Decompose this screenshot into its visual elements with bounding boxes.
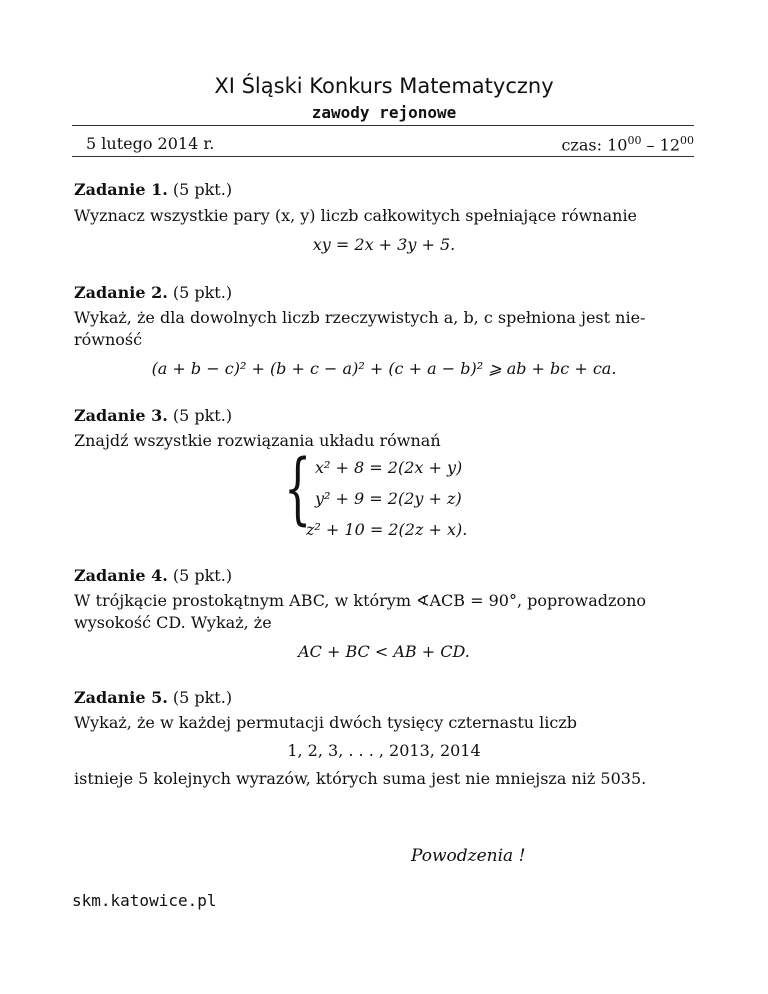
task-3-title: Zadanie 3. — [74, 406, 168, 425]
system-equation-2: y² + 9 = 2(2y + z) — [315, 489, 462, 508]
time-end-min: 00 — [680, 134, 694, 147]
task-5-title: Zadanie 5. — [74, 688, 168, 707]
task-2-heading — [74, 283, 232, 302]
task-5-text-after: istnieje 5 kolejnych wyrazów, których suma jest nie mniejsza niż 5035. — [74, 769, 647, 788]
time-start-hour: 10 — [607, 135, 628, 155]
task-1-equation: xy = 2x + 3y + 5. — [312, 235, 456, 254]
time-end-hour: 12 — [659, 135, 680, 155]
task-1-text: Wyznacz wszystkie pary (x, y) liczb całkowitych spełniające równanie — [74, 206, 638, 225]
task-2-text-line-1: Wykaż, że dla dowolnych liczb rzeczywistych a, b, c spełniona jest nie- — [74, 308, 646, 327]
task-2-title: Zadanie 2. — [74, 283, 168, 302]
closing-wish: Powodzenia ! — [411, 846, 526, 866]
task-5-points: (5 pkt.) — [172, 688, 233, 707]
time-start-min: 00 — [627, 134, 642, 147]
header-top-rule — [72, 125, 694, 126]
system-equation-1: x² + 8 = 2(2x + y) — [315, 458, 463, 477]
contest-subtitle: zawody rejonowe — [311, 103, 457, 122]
task-5-text: Wykaż, że w każdej permutacji dwóch tysięcy czternastu liczb — [74, 713, 578, 732]
contest-date: 5 lutego 2014 r. — [86, 134, 215, 153]
contest-title: XI Śląski Konkurs Matematyczny — [214, 74, 554, 98]
task-3-text: Znajdź wszystkie rozwiązania układu równań — [74, 431, 441, 450]
header-bottom-rule — [72, 156, 694, 157]
task-4-equation: AC + BC < AB + CD. — [298, 642, 470, 661]
contest-time — [561, 134, 694, 154]
system-brace: { — [284, 444, 312, 534]
task-5-sequence: 1, 2, 3, . . . , 2013, 2014 — [287, 741, 481, 760]
task-3-heading — [74, 406, 232, 425]
task-2-points: (5 pkt.) — [172, 283, 233, 302]
task-5-heading — [74, 688, 232, 707]
time-label: czas: — [561, 135, 602, 155]
task-1-points: (5 pkt.) — [172, 180, 233, 199]
task-2-equation: (a + b − c)² + (b + c − a)² + (c + a − b)² ⩾ ab + bc + ca. — [151, 359, 617, 378]
task-4-title: Zadanie 4. — [74, 566, 168, 585]
task-4-text-line-2: wysokość CD. Wykaż, że — [74, 613, 272, 632]
task-1-heading — [74, 180, 232, 199]
system-equation-3: z² + 10 = 2(2z + x). — [306, 520, 468, 539]
time-separator: – — [646, 135, 655, 155]
task-2-text-line-2: równość — [74, 330, 143, 349]
task-3-points: (5 pkt.) — [172, 406, 233, 425]
website-url: skm.katowice.pl — [72, 891, 217, 910]
task-4-points: (5 pkt.) — [172, 566, 233, 585]
task-1-title: Zadanie 1. — [74, 180, 168, 199]
task-4-text-line-1: W trójkącie prostokątnym ABC, w którym ∢ACB = 90°, poprowadzono — [74, 591, 647, 610]
task-4-heading — [74, 566, 232, 585]
